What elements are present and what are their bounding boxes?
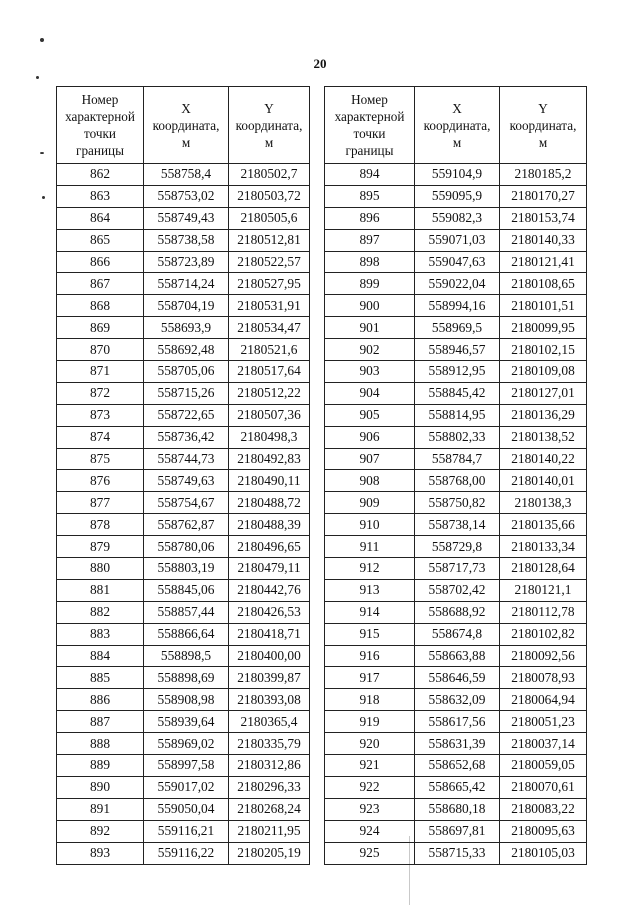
y-coordinate-cell: 2180070,61 bbox=[500, 776, 587, 798]
point-number-cell: 868 bbox=[57, 295, 144, 317]
header-y-coordinate: Y координата, м bbox=[229, 87, 310, 164]
header-point-number: Номер характерной точки границы bbox=[325, 87, 415, 164]
x-coordinate-cell: 558753,02 bbox=[144, 185, 229, 207]
point-number-cell: 869 bbox=[57, 317, 144, 339]
y-coordinate-cell: 2180442,76 bbox=[229, 579, 310, 601]
point-number-cell: 878 bbox=[57, 514, 144, 536]
table-row bbox=[325, 339, 587, 361]
point-number-cell: 909 bbox=[325, 492, 415, 514]
table-row bbox=[325, 558, 587, 580]
y-coordinate-cell: 2180527,95 bbox=[229, 273, 310, 295]
y-coordinate-cell: 2180101,51 bbox=[500, 295, 587, 317]
y-coordinate-cell: 2180133,34 bbox=[500, 536, 587, 558]
point-number-cell: 880 bbox=[57, 558, 144, 580]
table-row bbox=[325, 623, 587, 645]
point-number-cell: 922 bbox=[325, 776, 415, 798]
y-coordinate-cell: 2180051,23 bbox=[500, 711, 587, 733]
table-row bbox=[325, 229, 587, 251]
point-number-cell: 874 bbox=[57, 426, 144, 448]
x-coordinate-cell: 558866,64 bbox=[144, 623, 229, 645]
y-coordinate-cell: 2180418,71 bbox=[229, 623, 310, 645]
x-coordinate-cell: 558632,09 bbox=[415, 689, 500, 711]
y-coordinate-cell: 2180135,66 bbox=[500, 514, 587, 536]
x-coordinate-cell: 558749,63 bbox=[144, 470, 229, 492]
x-coordinate-cell: 559050,04 bbox=[144, 798, 229, 820]
x-coordinate-cell: 558736,42 bbox=[144, 426, 229, 448]
y-coordinate-cell: 2180092,56 bbox=[500, 645, 587, 667]
x-coordinate-cell: 558646,59 bbox=[415, 667, 500, 689]
table-row bbox=[325, 711, 587, 733]
y-coordinate-cell: 2180517,64 bbox=[229, 361, 310, 383]
y-coordinate-cell: 2180534,47 bbox=[229, 317, 310, 339]
point-number-cell: 871 bbox=[57, 361, 144, 383]
y-coordinate-cell: 2180512,81 bbox=[229, 229, 310, 251]
y-coordinate-cell: 2180095,63 bbox=[500, 820, 587, 842]
x-coordinate-cell: 558908,98 bbox=[144, 689, 229, 711]
x-coordinate-cell: 559082,3 bbox=[415, 207, 500, 229]
y-coordinate-cell: 2180522,57 bbox=[229, 251, 310, 273]
x-coordinate-cell: 558780,06 bbox=[144, 536, 229, 558]
table-row bbox=[57, 339, 310, 361]
point-number-cell: 862 bbox=[57, 164, 144, 186]
header-x-coordinate: X координата, м bbox=[144, 87, 229, 164]
table-row bbox=[57, 426, 310, 448]
y-coordinate-cell: 2180102,82 bbox=[500, 623, 587, 645]
x-coordinate-cell: 558693,9 bbox=[144, 317, 229, 339]
y-coordinate-cell: 2180505,6 bbox=[229, 207, 310, 229]
point-number-cell: 879 bbox=[57, 536, 144, 558]
y-coordinate-cell: 2180078,93 bbox=[500, 667, 587, 689]
x-coordinate-cell: 558723,89 bbox=[144, 251, 229, 273]
point-number-cell: 870 bbox=[57, 339, 144, 361]
y-coordinate-cell: 2180531,91 bbox=[229, 295, 310, 317]
x-coordinate-cell: 558704,19 bbox=[144, 295, 229, 317]
point-number-cell: 898 bbox=[325, 251, 415, 273]
point-number-cell: 918 bbox=[325, 689, 415, 711]
table-row bbox=[325, 185, 587, 207]
header-y-coordinate: Y координата, м bbox=[500, 87, 587, 164]
point-number-cell: 882 bbox=[57, 601, 144, 623]
y-coordinate-cell: 2180502,7 bbox=[229, 164, 310, 186]
x-coordinate-cell: 558768,00 bbox=[415, 470, 500, 492]
x-coordinate-cell: 558845,06 bbox=[144, 579, 229, 601]
x-coordinate-cell: 558680,18 bbox=[415, 798, 500, 820]
y-coordinate-cell: 2180128,64 bbox=[500, 558, 587, 580]
y-coordinate-cell: 2180496,65 bbox=[229, 536, 310, 558]
y-coordinate-cell: 2180399,87 bbox=[229, 667, 310, 689]
x-coordinate-cell: 558617,56 bbox=[415, 711, 500, 733]
y-coordinate-cell: 2180296,33 bbox=[229, 776, 310, 798]
y-coordinate-cell: 2180153,74 bbox=[500, 207, 587, 229]
x-coordinate-cell: 558997,58 bbox=[144, 755, 229, 777]
y-coordinate-cell: 2180393,08 bbox=[229, 689, 310, 711]
y-coordinate-cell: 2180138,3 bbox=[500, 492, 587, 514]
point-number-cell: 892 bbox=[57, 820, 144, 842]
x-coordinate-cell: 558652,68 bbox=[415, 755, 500, 777]
coordinates-table-left bbox=[56, 86, 310, 865]
y-coordinate-cell: 2180127,01 bbox=[500, 382, 587, 404]
y-coordinate-cell: 2180490,11 bbox=[229, 470, 310, 492]
y-coordinate-cell: 2180521,6 bbox=[229, 339, 310, 361]
point-number-cell: 901 bbox=[325, 317, 415, 339]
coordinates-table-right bbox=[324, 86, 587, 865]
x-coordinate-cell: 558946,57 bbox=[415, 339, 500, 361]
table-row bbox=[57, 448, 310, 470]
point-number-cell: 911 bbox=[325, 536, 415, 558]
x-coordinate-cell: 558939,64 bbox=[144, 711, 229, 733]
x-coordinate-cell: 559047,63 bbox=[415, 251, 500, 273]
point-number-cell: 921 bbox=[325, 755, 415, 777]
table-row bbox=[325, 251, 587, 273]
x-coordinate-cell: 558994,16 bbox=[415, 295, 500, 317]
x-coordinate-cell: 558692,48 bbox=[144, 339, 229, 361]
point-number-cell: 888 bbox=[57, 733, 144, 755]
table-row bbox=[325, 317, 587, 339]
x-coordinate-cell: 558802,33 bbox=[415, 426, 500, 448]
point-number-cell: 883 bbox=[57, 623, 144, 645]
y-coordinate-cell: 2180121,1 bbox=[500, 579, 587, 601]
x-coordinate-cell: 558738,58 bbox=[144, 229, 229, 251]
x-coordinate-cell: 558845,42 bbox=[415, 382, 500, 404]
x-coordinate-cell: 558717,73 bbox=[415, 558, 500, 580]
point-number-cell: 890 bbox=[57, 776, 144, 798]
point-number-cell: 866 bbox=[57, 251, 144, 273]
x-coordinate-cell: 559116,21 bbox=[144, 820, 229, 842]
table-row bbox=[57, 667, 310, 689]
point-number-cell: 910 bbox=[325, 514, 415, 536]
x-coordinate-cell: 558663,88 bbox=[415, 645, 500, 667]
y-coordinate-cell: 2180037,14 bbox=[500, 733, 587, 755]
x-coordinate-cell: 558857,44 bbox=[144, 601, 229, 623]
table-row bbox=[325, 448, 587, 470]
y-coordinate-cell: 2180083,22 bbox=[500, 798, 587, 820]
x-coordinate-cell: 559022,04 bbox=[415, 273, 500, 295]
x-coordinate-cell: 558705,06 bbox=[144, 361, 229, 383]
x-coordinate-cell: 558665,42 bbox=[415, 776, 500, 798]
table-row bbox=[57, 361, 310, 383]
table-row bbox=[325, 645, 587, 667]
table-row bbox=[325, 207, 587, 229]
x-coordinate-cell: 558762,87 bbox=[144, 514, 229, 536]
table-row bbox=[57, 645, 310, 667]
table-row bbox=[57, 711, 310, 733]
x-coordinate-cell: 559116,22 bbox=[144, 842, 229, 864]
y-coordinate-cell: 2180498,3 bbox=[229, 426, 310, 448]
point-number-cell: 913 bbox=[325, 579, 415, 601]
y-coordinate-cell: 2180205,19 bbox=[229, 842, 310, 864]
point-number-cell: 915 bbox=[325, 623, 415, 645]
page-number: 20 bbox=[313, 56, 327, 71]
x-coordinate-cell: 558714,24 bbox=[144, 273, 229, 295]
table-row bbox=[325, 601, 587, 623]
y-coordinate-cell: 2180099,95 bbox=[500, 317, 587, 339]
table-row bbox=[325, 733, 587, 755]
table-row bbox=[57, 229, 310, 251]
point-number-cell: 912 bbox=[325, 558, 415, 580]
point-number-cell: 917 bbox=[325, 667, 415, 689]
y-coordinate-cell: 2180512,22 bbox=[229, 382, 310, 404]
point-number-cell: 914 bbox=[325, 601, 415, 623]
table-row bbox=[57, 776, 310, 798]
header-point-number: Номер характерной точки границы bbox=[57, 87, 144, 164]
x-coordinate-cell: 558814,95 bbox=[415, 404, 500, 426]
x-coordinate-cell: 558729,8 bbox=[415, 536, 500, 558]
x-coordinate-cell: 559104,9 bbox=[415, 164, 500, 186]
x-coordinate-cell: 558715,33 bbox=[415, 842, 500, 864]
y-coordinate-cell: 2180064,94 bbox=[500, 689, 587, 711]
point-number-cell: 903 bbox=[325, 361, 415, 383]
y-coordinate-cell: 2180102,15 bbox=[500, 339, 587, 361]
table-row bbox=[57, 207, 310, 229]
y-coordinate-cell: 2180108,65 bbox=[500, 273, 587, 295]
table-row bbox=[325, 798, 587, 820]
point-number-cell: 908 bbox=[325, 470, 415, 492]
y-coordinate-cell: 2180365,4 bbox=[229, 711, 310, 733]
point-number-cell: 864 bbox=[57, 207, 144, 229]
point-number-cell: 916 bbox=[325, 645, 415, 667]
y-coordinate-cell: 2180109,08 bbox=[500, 361, 587, 383]
table-row bbox=[325, 404, 587, 426]
table-row bbox=[57, 492, 310, 514]
y-coordinate-cell: 2180185,2 bbox=[500, 164, 587, 186]
point-number-cell: 877 bbox=[57, 492, 144, 514]
point-number-cell: 894 bbox=[325, 164, 415, 186]
table-row bbox=[325, 273, 587, 295]
y-coordinate-cell: 2180492,83 bbox=[229, 448, 310, 470]
point-number-cell: 867 bbox=[57, 273, 144, 295]
y-coordinate-cell: 2180121,41 bbox=[500, 251, 587, 273]
x-coordinate-cell: 558758,4 bbox=[144, 164, 229, 186]
point-number-cell: 895 bbox=[325, 185, 415, 207]
table-row bbox=[325, 842, 587, 864]
table-row bbox=[57, 733, 310, 755]
point-number-cell: 907 bbox=[325, 448, 415, 470]
table-row bbox=[57, 820, 310, 842]
x-coordinate-cell: 558738,14 bbox=[415, 514, 500, 536]
x-coordinate-cell: 558750,82 bbox=[415, 492, 500, 514]
table-row bbox=[57, 623, 310, 645]
x-coordinate-cell: 559017,02 bbox=[144, 776, 229, 798]
table-header-row bbox=[325, 87, 587, 164]
point-number-cell: 875 bbox=[57, 448, 144, 470]
y-coordinate-cell: 2180488,72 bbox=[229, 492, 310, 514]
y-coordinate-cell: 2180140,22 bbox=[500, 448, 587, 470]
point-number-cell: 889 bbox=[57, 755, 144, 777]
x-coordinate-cell: 558969,5 bbox=[415, 317, 500, 339]
table-row bbox=[57, 185, 310, 207]
y-coordinate-cell: 2180503,72 bbox=[229, 185, 310, 207]
x-coordinate-cell: 558715,26 bbox=[144, 382, 229, 404]
table-row bbox=[325, 579, 587, 601]
y-coordinate-cell: 2180211,95 bbox=[229, 820, 310, 842]
point-number-cell: 920 bbox=[325, 733, 415, 755]
y-coordinate-cell: 2180136,29 bbox=[500, 404, 587, 426]
table-row bbox=[57, 842, 310, 864]
table-header-row bbox=[57, 87, 310, 164]
table-row bbox=[57, 404, 310, 426]
table-row bbox=[325, 492, 587, 514]
x-coordinate-cell: 559071,03 bbox=[415, 229, 500, 251]
table-row bbox=[57, 579, 310, 601]
x-coordinate-cell: 558722,65 bbox=[144, 404, 229, 426]
point-number-cell: 865 bbox=[57, 229, 144, 251]
x-coordinate-cell: 558744,73 bbox=[144, 448, 229, 470]
x-coordinate-cell: 558969,02 bbox=[144, 733, 229, 755]
y-coordinate-cell: 2180268,24 bbox=[229, 798, 310, 820]
point-number-cell: 905 bbox=[325, 404, 415, 426]
table-row bbox=[57, 251, 310, 273]
point-number-cell: 896 bbox=[325, 207, 415, 229]
table-row bbox=[57, 164, 310, 186]
table-row bbox=[325, 689, 587, 711]
x-coordinate-cell: 558754,67 bbox=[144, 492, 229, 514]
table-row bbox=[57, 755, 310, 777]
x-coordinate-cell: 558688,92 bbox=[415, 601, 500, 623]
point-number-cell: 924 bbox=[325, 820, 415, 842]
table-row bbox=[57, 558, 310, 580]
y-coordinate-cell: 2180312,86 bbox=[229, 755, 310, 777]
y-coordinate-cell: 2180488,39 bbox=[229, 514, 310, 536]
table-row bbox=[325, 295, 587, 317]
y-coordinate-cell: 2180105,03 bbox=[500, 842, 587, 864]
table-row bbox=[57, 514, 310, 536]
point-number-cell: 902 bbox=[325, 339, 415, 361]
table-row bbox=[57, 470, 310, 492]
point-number-cell: 897 bbox=[325, 229, 415, 251]
scan-speck bbox=[40, 38, 44, 42]
table-row bbox=[57, 536, 310, 558]
y-coordinate-cell: 2180426,53 bbox=[229, 601, 310, 623]
y-coordinate-cell: 2180140,01 bbox=[500, 470, 587, 492]
table-row bbox=[57, 382, 310, 404]
scan-speck bbox=[42, 196, 45, 199]
table-row bbox=[325, 164, 587, 186]
table-row bbox=[57, 317, 310, 339]
y-coordinate-cell: 2180140,33 bbox=[500, 229, 587, 251]
table-row bbox=[57, 601, 310, 623]
table-row bbox=[325, 361, 587, 383]
x-coordinate-cell: 558784,7 bbox=[415, 448, 500, 470]
x-coordinate-cell: 559095,9 bbox=[415, 185, 500, 207]
point-number-cell: 891 bbox=[57, 798, 144, 820]
table-row bbox=[325, 667, 587, 689]
y-coordinate-cell: 2180400,00 bbox=[229, 645, 310, 667]
point-number-cell: 900 bbox=[325, 295, 415, 317]
table-row bbox=[325, 755, 587, 777]
x-coordinate-cell: 558898,5 bbox=[144, 645, 229, 667]
point-number-cell: 876 bbox=[57, 470, 144, 492]
point-number-cell: 886 bbox=[57, 689, 144, 711]
point-number-cell: 881 bbox=[57, 579, 144, 601]
x-coordinate-cell: 558803,19 bbox=[144, 558, 229, 580]
table-row bbox=[325, 382, 587, 404]
y-coordinate-cell: 2180507,36 bbox=[229, 404, 310, 426]
y-coordinate-cell: 2180479,11 bbox=[229, 558, 310, 580]
y-coordinate-cell: 2180335,79 bbox=[229, 733, 310, 755]
y-coordinate-cell: 2180170,27 bbox=[500, 185, 587, 207]
scan-speck bbox=[36, 76, 39, 79]
point-number-cell: 893 bbox=[57, 842, 144, 864]
x-coordinate-cell: 558749,43 bbox=[144, 207, 229, 229]
point-number-cell: 884 bbox=[57, 645, 144, 667]
header-x-coordinate: X координата, м bbox=[415, 87, 500, 164]
point-number-cell: 872 bbox=[57, 382, 144, 404]
point-number-cell: 887 bbox=[57, 711, 144, 733]
point-number-cell: 873 bbox=[57, 404, 144, 426]
table-row bbox=[57, 295, 310, 317]
table-row bbox=[325, 776, 587, 798]
x-coordinate-cell: 558697,81 bbox=[415, 820, 500, 842]
table-row bbox=[325, 470, 587, 492]
table-row bbox=[57, 798, 310, 820]
point-number-cell: 885 bbox=[57, 667, 144, 689]
y-coordinate-cell: 2180059,05 bbox=[500, 755, 587, 777]
table-row bbox=[325, 820, 587, 842]
x-coordinate-cell: 558912,95 bbox=[415, 361, 500, 383]
x-coordinate-cell: 558702,42 bbox=[415, 579, 500, 601]
point-number-cell: 919 bbox=[325, 711, 415, 733]
point-number-cell: 904 bbox=[325, 382, 415, 404]
table-row bbox=[325, 536, 587, 558]
point-number-cell: 906 bbox=[325, 426, 415, 448]
table-row bbox=[325, 514, 587, 536]
table-row bbox=[57, 273, 310, 295]
point-number-cell: 899 bbox=[325, 273, 415, 295]
x-coordinate-cell: 558674,8 bbox=[415, 623, 500, 645]
table-row bbox=[57, 689, 310, 711]
scan-speck bbox=[40, 152, 44, 154]
x-coordinate-cell: 558631,39 bbox=[415, 733, 500, 755]
point-number-cell: 863 bbox=[57, 185, 144, 207]
y-coordinate-cell: 2180112,78 bbox=[500, 601, 587, 623]
table-row bbox=[325, 426, 587, 448]
y-coordinate-cell: 2180138,52 bbox=[500, 426, 587, 448]
point-number-cell: 925 bbox=[325, 842, 415, 864]
x-coordinate-cell: 558898,69 bbox=[144, 667, 229, 689]
point-number-cell: 923 bbox=[325, 798, 415, 820]
